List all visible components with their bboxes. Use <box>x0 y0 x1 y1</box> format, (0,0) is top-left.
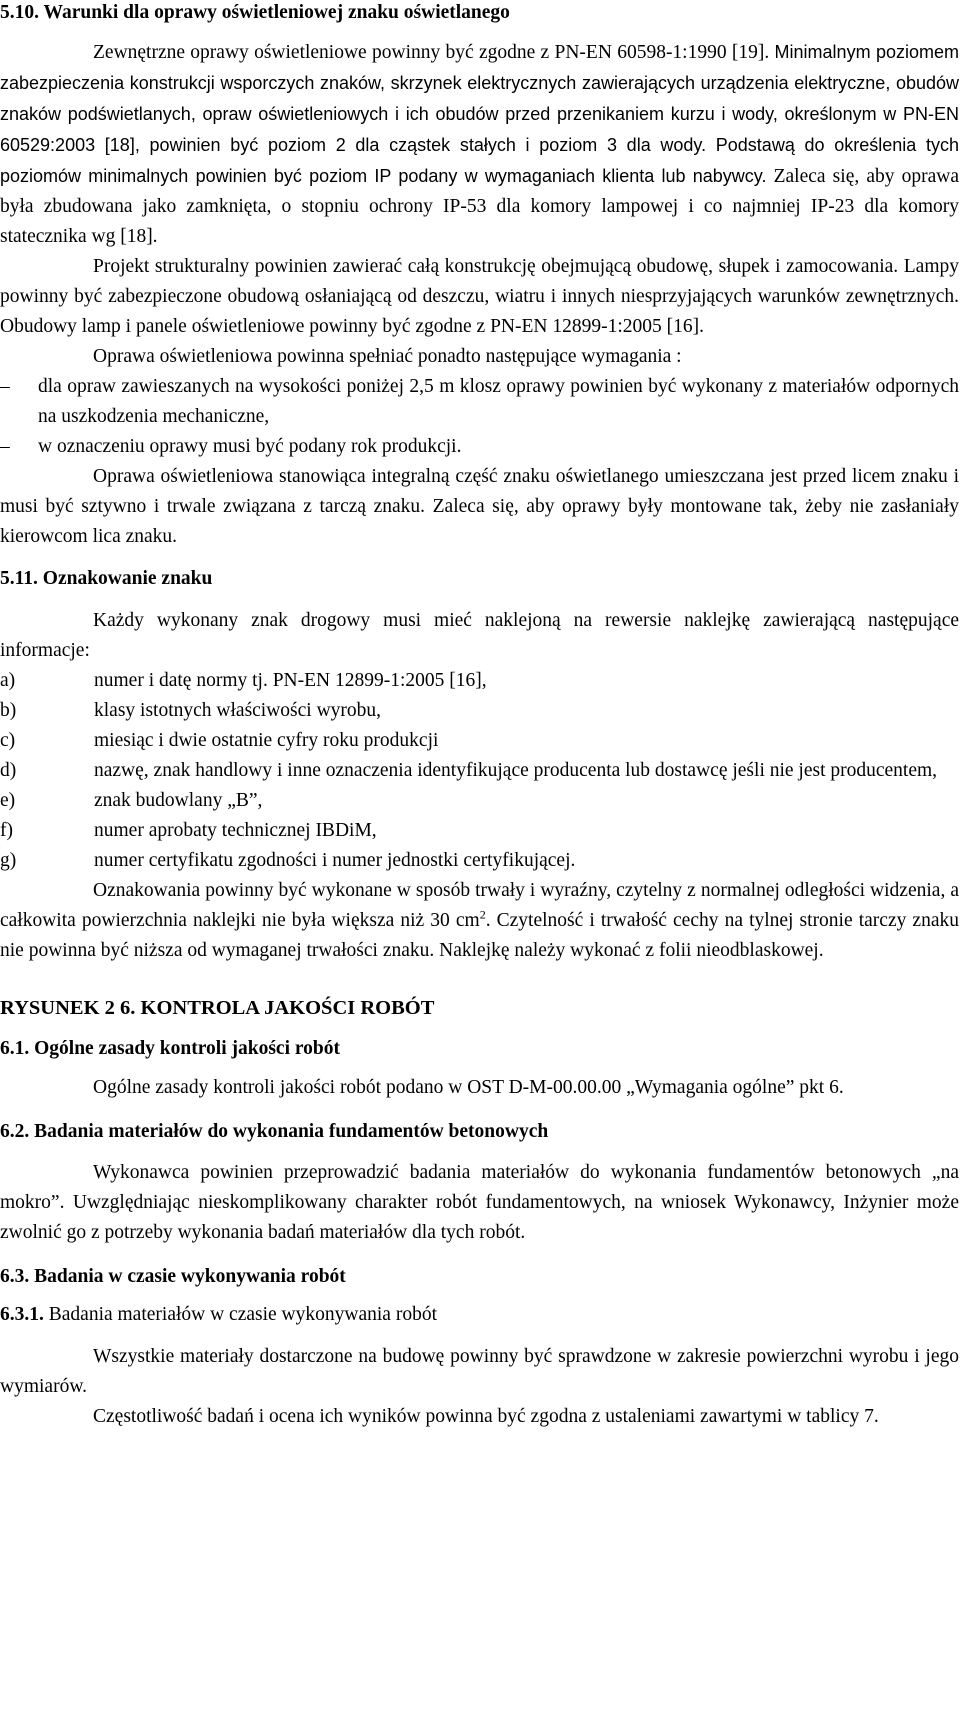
outro-text-part-2: . Czytelność i trwałość cechy na tylnej stronie tarczy znaku nie powinna być niższa od wymaganej trwałości znaku. Naklejkę należy wykonać z folii nieodblaskowej. <box>0 910 959 961</box>
list-item-text: numer certyfikatu zgodności i numer jednostki certyfikującej. <box>94 850 576 871</box>
requirement-list-item <box>0 372 959 432</box>
outro-text-part-1: Oznakowania powinny być wykonane w sposób trwały i wyraźny, czytelny z normalnej odległości widzenia, a całkowita powierzchnia naklejki nie była większa niż 30 cm <box>0 880 959 931</box>
section-5-10-paragraph-2: Projekt strukturalny powinien zawierać całą konstrukcję obejmującą obudowę, słupek i zamocowania. Lampy powinny być zabezpieczone obudową osłaniającą od deszczu, wiatru i innych niesprzyjających warunków zewnętrznych. Obudowy lamp i panele oświetleniowe powinny być zgodne z PN-EN 12899-1:2005 [16]. <box>0 256 959 337</box>
list-item-text: nazwę, znak handlowy i inne oznaczenia identyfikujące producenta lub dostawcę jeśli nie jest producentem, <box>94 760 938 781</box>
list-item <box>0 786 959 816</box>
section-6-1-paragraph: Ogólne zasady kontroli jakości robót podano w OST D-M-00.00.00 „Wymagania ogólne” pkt 6. <box>93 1077 844 1098</box>
list-item <box>0 756 959 786</box>
list-item-label: b) <box>0 700 17 721</box>
section-5-10-paragraph-3: Oprawa oświetleniowa powinna spełniać ponadto następujące wymagania : <box>93 346 682 367</box>
list-item-text: znak budowlany „B”, <box>94 790 263 811</box>
section-6-2-heading: 6.2. Badania materiałów do wykonania fundamentów betonowych <box>0 1121 549 1142</box>
requirement-text: w oznaczeniu oprawy musi być podany rok produkcji. <box>38 436 462 457</box>
list-item-label: f) <box>0 820 13 841</box>
section-6-2-paragraph: Wykonawca powinien przeprowadzić badania materiałów do wykonania fundamentów betonowych „na mokro”. Uwzględniając nieskomplikowany charakter robót fundamentowych, na wniosek Wykonawcy, Inżynier może zwolnić go z potrzeby wykonania badań materiałów dla tych robót. <box>0 1162 959 1243</box>
section-6-3-1-heading <box>0 1300 959 1330</box>
section-6-3-heading: 6.3. Badania w czasie wykonywania robót <box>0 1266 346 1287</box>
section-5-11-outro <box>0 876 959 966</box>
section-5-11-intro: Każdy wykonany znak drogowy musi mieć naklejoną na rewersie naklejkę zawierającą następujące informacje: <box>0 610 959 661</box>
section-5-11-heading: 5.11. Oznakowanie znaku <box>0 568 213 589</box>
superscript-2: 2 <box>479 907 486 922</box>
list-item <box>0 816 959 846</box>
section-6-3-1-title: Badania materiałów w czasie wykonywania robót <box>43 1304 437 1325</box>
dash-bullet: – <box>0 376 10 397</box>
section-6-3-1-number: 6.3.1. <box>0 1304 44 1325</box>
section-6-3-1-paragraph-1: Wszystkie materiały dostarczone na budowę powinny być sprawdzone w zakresie powierzchni wyrobu i jego wymiarów. <box>0 1346 959 1397</box>
list-item-label: a) <box>0 670 16 691</box>
list-item <box>0 696 959 726</box>
requirement-list-item <box>0 432 959 462</box>
list-item <box>0 666 959 696</box>
list-item-label: g) <box>0 850 17 871</box>
list-item-text: numer i datę normy tj. PN-EN 12899-1:2005 [16], <box>94 670 487 691</box>
section-5-10-paragraph-4: Oprawa oświetleniowa stanowiąca integralną część znaku oświetlanego umieszczana jest przed licem znaku i musi być sztywno i trwale związana z tarczą znaku. Zaleca się, aby oprawy były montowane tak, żeby nie zasłaniały kierowcom lica znaku. <box>0 466 959 547</box>
list-item-text: numer aprobaty technicznej IBDiM, <box>94 820 377 841</box>
protection-level-text: Minimalnym poziomem zabezpieczenia konstrukcji wsporczych znaków, skrzynek elektrycznych zawierających urządzenia elektryczne, obudów znaków podświetlanych, opraw oświetleniowych i ich obudów przed przenikaniem kurzu i wody, określonym w PN-EN 60529:2003 [18], powinien być poziom 2 dla cząstek stałych i poziom 3 dla wody. Podstawą do określenia tych poziomów minimalnych powinien być poziom IP podany w wymaganiach klienta lub nabywcy. <box>0 42 959 186</box>
section-6-1-heading: 6.1. Ogólne zasady kontroli jakości robót <box>0 1038 341 1059</box>
list-item-label: d) <box>0 760 17 781</box>
list-item-label: c) <box>0 730 16 751</box>
section-5-10-heading: 5.10. Warunki dla oprawy oświetleniowej znaku oświetlanego <box>0 2 510 23</box>
recommendation-text: Zaleca się, aby oprawa była zbudowana jako zamknięta, o stopniu ochrony IP-53 dla komory lampowej i co najmniej IP-23 dla komory statecznika wg [18]. <box>0 166 960 247</box>
requirement-text: dla opraw zawieszanych na wysokości poniżej 2,5 m klosz oprawy powinien być wykonany z materiałów odpornych na uszkodzenia mechaniczne, <box>38 376 959 427</box>
chapter-6-heading: RYSUNEK 2 6. KONTROLA JAKOŚCI ROBÓT <box>0 997 435 1019</box>
list-item <box>0 726 959 756</box>
section-5-10-paragraph-1 <box>0 37 959 252</box>
dash-bullet: – <box>0 436 10 457</box>
list-item-text: klasy istotnych właściwości wyrobu, <box>94 700 382 721</box>
section-6-3-1-paragraph-2: Częstotliwość badań i ocena ich wyników powinna być zgodna z ustaleniami zawartymi w tablicy 7. <box>93 1406 879 1427</box>
label-info-list <box>0 666 959 876</box>
list-item <box>0 846 959 876</box>
list-item-text: miesiąc i dwie ostatnie cyfry roku produkcji <box>94 730 439 751</box>
standard-reference-text: Zewnętrzne oprawy oświetleniowe powinny być zgodne z PN-EN 60598-1:1990 [19]. <box>93 42 770 63</box>
list-item-label: e) <box>0 790 16 811</box>
